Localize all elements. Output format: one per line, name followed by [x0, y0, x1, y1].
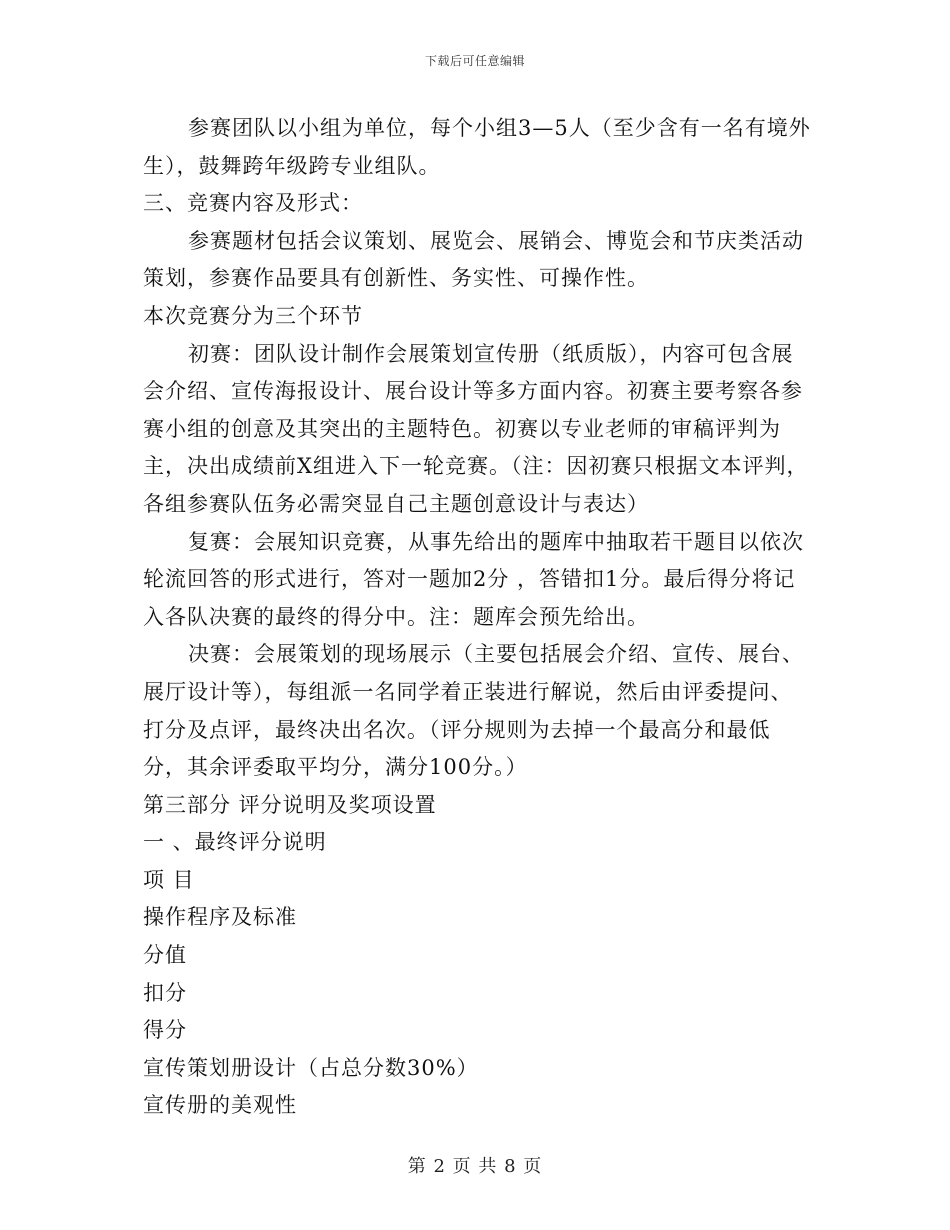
part-three-heading: 第三部分 评分说明及奖项设置 — [143, 792, 437, 817]
table-item-brochure-design: 宣传策划册设计（占总分数30%） — [143, 1055, 479, 1080]
table-item-score-value: 分值 — [143, 943, 187, 968]
paragraph-semifinal: 复赛：会展知识竞赛，从事先给出的题库中抽取若干题目以依次轮流回答的形式进行，答对一题加2分 ，答错扣1分。最后得分将记入各队决赛的最终的得分中。注：题库会预先给出。 — [143, 529, 804, 629]
paragraph-team: 参赛团队以小组为单位，每个小组3—5人（至少含有一名有境外生），鼓舞跨年级跨专业组队。 — [143, 116, 811, 178]
table-item-obtained: 得分 — [143, 1018, 187, 1043]
page-footer: 第 2 页 共 8 页 — [407, 1156, 543, 1177]
table-item-project: 项 目 — [143, 867, 195, 892]
page-header: 下载后可任意编辑 — [424, 54, 525, 68]
table-item-deduction: 扣分 — [143, 980, 187, 1005]
table-item-brochure-aesthetics: 宣传册的美观性 — [143, 1093, 297, 1118]
section-heading-content: 三、竞赛内容及形式： — [143, 191, 363, 216]
paragraph-topics: 参赛题材包括会议策划、展览会、展销会、博览会和节庆类活动策划，参赛作品要具有创新性、务实性、可操作性。 — [143, 228, 804, 291]
document-body — [143, 110, 813, 1125]
paragraph-stages-intro: 本次竞赛分为三个环节 — [143, 303, 363, 328]
table-item-procedure: 操作程序及标准 — [143, 905, 297, 930]
paragraph-final: 决赛：会展策划的现场展示（主要包括展会介绍、宣传、展台、展厅设计等），每组派一名同学着正装进行解说，然后由评委提问、打分及点评，最终决出名次。（评分规则为去掉一个最高分和最低分，其余评委取平均分，满分100分。） — [143, 642, 804, 780]
paragraph-preliminary: 初赛：团队设计制作会展策划宣传册（纸质版），内容可包含展会介绍、宣传海报设计、展台设计等多方面内容。初赛主要考察各参赛小组的创意及其突出的主题特色。初赛以专业老师的审稿评判为主，决出成绩前X组进入下一轮竞赛。（注：因初赛只根据文本评判，各组参赛队伍务必需突显自己主题创意设计与表达） — [143, 341, 809, 516]
scoring-heading: 一 、最终评分说明 — [143, 830, 327, 855]
